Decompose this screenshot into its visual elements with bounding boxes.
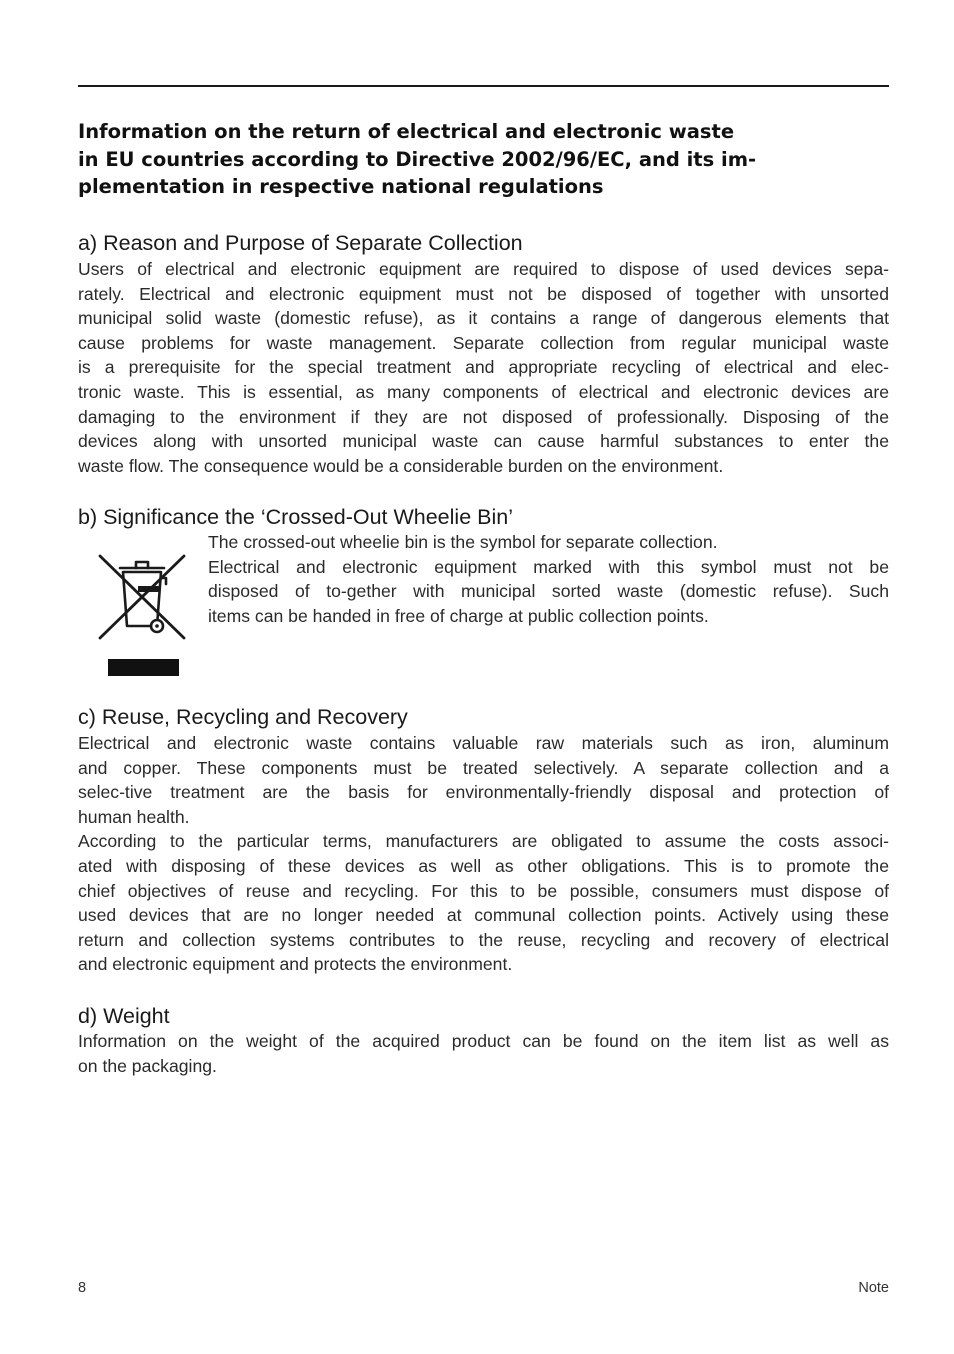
top-rule — [78, 85, 889, 87]
text-line: selec-tive treatment are the basis for environmentally-friendly disposal and protection of — [78, 782, 889, 803]
text-line: and electronic equipment and protects the environment. — [78, 954, 513, 975]
section-a-text — [78, 257, 889, 478]
text-line: waste flow. The consequence would be a considerable burden on the environment. — [78, 455, 724, 476]
text-line: damaging to the environment if they are not disposed of professionally. Disposing of the — [78, 406, 889, 427]
section-b-text — [208, 530, 889, 628]
section-c-text — [78, 731, 889, 977]
text-line: used devices that are no longer needed at communal collection points. Actively using these — [78, 905, 889, 926]
text-line: is a prerequisite for the special treatment and appropriate recycling of electrical and elec- — [78, 357, 889, 378]
page-title — [78, 118, 889, 201]
text-line: Information on the weight of the acquired product can be found on the item list as well as — [78, 1031, 889, 1051]
text-line: rately. Electrical and electronic equipment must not be disposed of together with unsorted — [78, 283, 889, 304]
title-line: plementation in respective national regulations — [78, 175, 604, 198]
text-line: The crossed-out wheelie bin is the symbol for separate collection. — [208, 532, 718, 552]
text-line: chief objectives of reuse and recycling. For this to be possible, consumers must dispose of — [78, 880, 889, 901]
text-line: tronic waste. This is essential, as many components of electrical and electronic devices are — [78, 381, 889, 402]
section-c-heading: c) Reuse, Recycling and Recovery — [78, 705, 408, 729]
text-line: According to the particular terms, manufacturers are obligated to assume the costs associ- — [78, 831, 889, 852]
text-line: Users of electrical and electronic equipment are required to dispose of used devices sepa- — [78, 259, 889, 279]
text-line: Electrical and electronic waste contains valuable raw materials such as iron, aluminum — [78, 733, 889, 753]
section-a-heading: a) Reason and Purpose of Separate Collection — [78, 231, 523, 255]
text-line: Electrical and electronic equipment marked with this symbol must not be — [208, 556, 889, 577]
text-line: on the packaging. — [78, 1055, 217, 1076]
footer-section-label: Note — [858, 1280, 889, 1296]
text-line: devices along with unsorted municipal waste can cause harmful substances to enter the — [78, 431, 889, 452]
text-line: and copper. These components must be treated selectively. A separate collection and a — [78, 757, 889, 778]
text-line: disposed of to-gether with municipal sorted waste (domestic refuse). Such — [208, 581, 889, 602]
page-number: 8 — [78, 1280, 87, 1296]
text-line: human health. — [78, 806, 190, 827]
section-d-heading: d) Weight — [78, 1004, 170, 1028]
title-line: Information on the return of electrical and electronic waste — [78, 120, 735, 143]
title-line: in EU countries according to Directive 2002/96/EC, and its im- — [78, 147, 757, 171]
text-line: ated with disposing of these devices as well as other obligations. This is to promote the — [78, 855, 889, 876]
section-d-text — [78, 1029, 889, 1078]
text-line: items can be handed in free of charge at public collection points. — [208, 605, 709, 626]
crossed-out-wheelie-bin-icon — [96, 548, 188, 678]
section-b-heading: b) Significance the ‘Crossed-Out Wheelie Bin’ — [78, 505, 513, 529]
text-line: return and collection systems contributes to the reuse, recycling and recovery of electrical — [78, 929, 889, 950]
text-line: municipal solid waste (domestic refuse), as it contains a range of dangerous elements that — [78, 308, 889, 329]
text-line: cause problems for waste management. Separate collection from regular municipal waste — [78, 332, 889, 353]
